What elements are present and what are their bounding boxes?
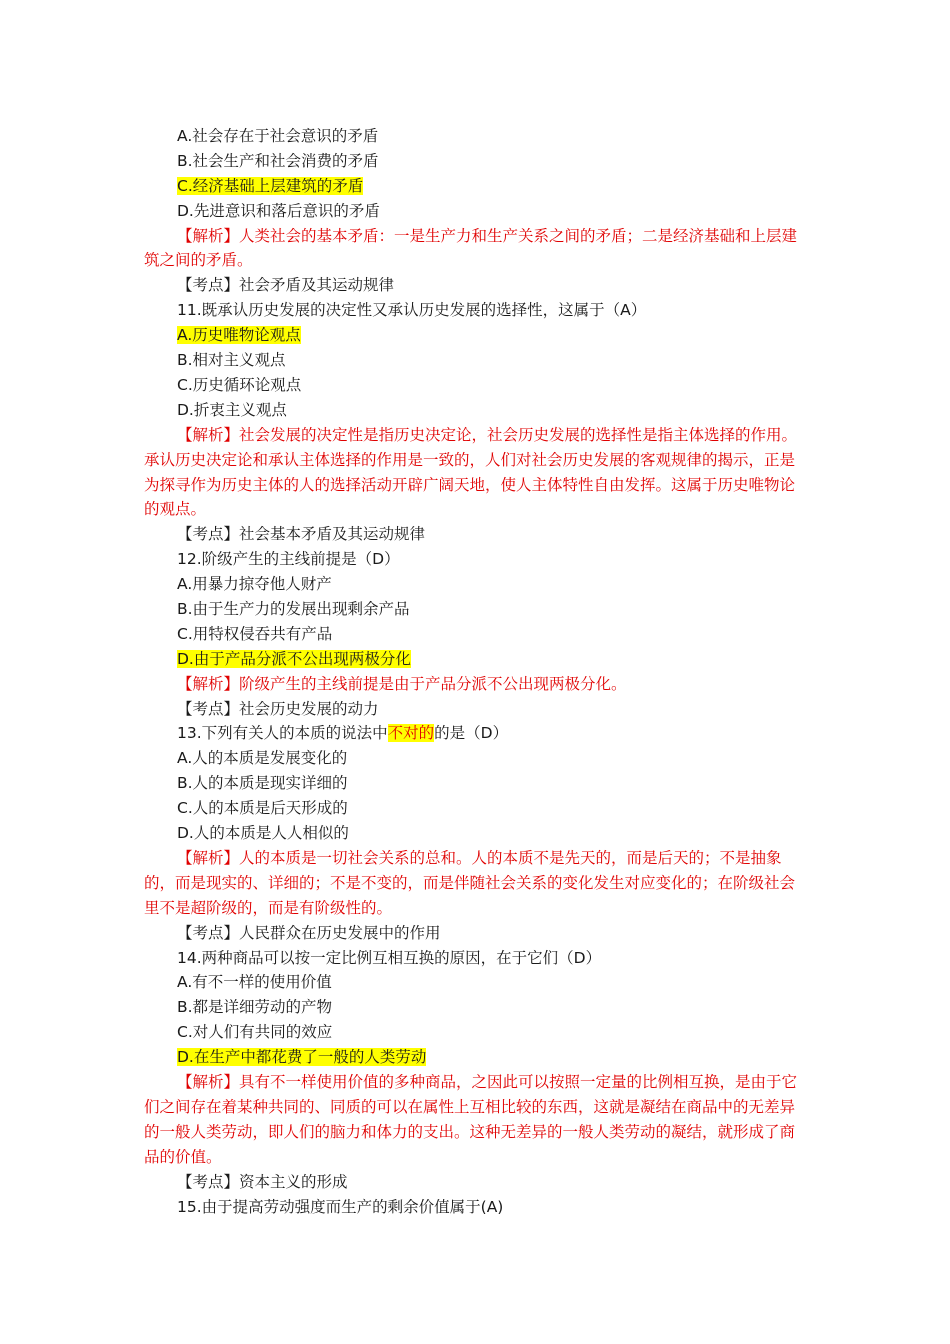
q14-explanation: 【解析】具有不一样使用价值的多种商品，之因此可以按照一定量的比例相互换，是由于它们之间存在着某种共同的、同质的可以在属性上互相比较的东西，这就是凝结在商品中的无差异的一般人类劳动，即人们的脑力和体力的支出。这种无差异的一般人类劳动的凝结，就形成了商品的价值。 xyxy=(144,1073,798,1166)
q12-question: 12.阶级产生的主线前提是（D） xyxy=(177,550,400,569)
q14-question: 14.两种商品可以按一定比例互相互换的原因，在于它们（D） xyxy=(177,948,602,967)
q14-answer-highlight: D.在生产中都花费了一般的人类劳动 xyxy=(177,1048,427,1067)
q13-option-b: B.人的本质是现实详细的 xyxy=(177,774,348,793)
q10-option-c xyxy=(0,174,950,199)
q10-answer-highlight: C.经济基础上层建筑的矛盾 xyxy=(177,176,364,195)
q13-explanation: 【解析】人的本质是一切社会关系的总和。人的本质不是先天的，而是后天的；不是抽象的，而是现实的、详细的；不是不变的，而是伴随社会关系的变化发生对应变化的；在阶级社会里不是超阶级的，而是有阶级性的。 xyxy=(144,848,796,917)
q10-explanation: 【解析】人类社会的基本矛盾：一是生产力和生产关系之间的矛盾；二是经济基础和上层建筑之间的矛盾。 xyxy=(144,226,798,270)
q12-point: 【考点】社会历史发展的动力 xyxy=(177,699,379,718)
q14-option-c: C.对人们有共同的效应 xyxy=(177,1023,333,1042)
q10-option-d: D.先进意识和落后意识的矛盾 xyxy=(177,201,380,220)
q12-explanation: 【解析】阶级产生的主线前提是由于产品分派不公出现两极分化。 xyxy=(177,674,627,693)
q14-option-d xyxy=(0,1045,950,1070)
q13-question-suffix: 的是（D） xyxy=(434,724,509,743)
q13-question-highlight: 不对的 xyxy=(387,724,435,743)
q10-option-b: B.社会生产和社会消费的矛盾 xyxy=(177,151,379,170)
q11-question: 11.既承认历史发展的决定性又承认历史发展的选择性，这属于（A） xyxy=(177,301,647,320)
q12-option-c: C.用特权侵吞共有产品 xyxy=(177,624,333,643)
q13-option-d: D.人的本质是人人相似的 xyxy=(177,824,349,843)
q14-option-b: B.都是详细劳动的产物 xyxy=(177,998,333,1017)
q13-question xyxy=(0,721,950,746)
q12-option-d xyxy=(0,647,950,672)
document-page xyxy=(0,124,950,1219)
q11-option-a xyxy=(0,323,950,348)
q11-option-c: C.历史循环论观点 xyxy=(177,375,302,394)
q13-option-c: C.人的本质是后天形成的 xyxy=(177,799,348,818)
q15-question: 15.由于提高劳动强度而生产的剩余价值属于(A) xyxy=(177,1197,504,1216)
q11-option-d: D.折衷主义观点 xyxy=(177,400,287,419)
q13-question-prefix: 13.下列有关人的本质的说法中 xyxy=(177,724,388,743)
q11-explanation: 【解析】社会发展的决定性是指历史决定论，社会历史发展的选择性是指主体选择的作用。承认历史决定论和承认主体选择的作用是一致的，人们对社会历史发展的客观规律的揭示，正是为探寻作为历史主体的人的选择活动开辟广阔天地，使人主体特性自由发挥。这属于历史唯物论的观点。 xyxy=(144,425,798,519)
q10-option-a: A.社会存在于社会意识的矛盾 xyxy=(177,127,379,145)
q11-point: 【考点】社会基本矛盾及其运动规律 xyxy=(177,525,426,544)
q14-point: 【考点】资本主义的形成 xyxy=(177,1172,348,1191)
q12-option-b: B.由于生产力的发展出现剩余产品 xyxy=(177,600,410,619)
q10-point: 【考点】社会矛盾及其运动规律 xyxy=(177,276,395,295)
q14-option-a: A.有不一样的使用价值 xyxy=(177,973,332,992)
q11-answer-highlight: A.历史唯物论观点 xyxy=(177,326,301,345)
q13-option-a: A.人的本质是发展变化的 xyxy=(177,749,348,768)
q11-option-b: B.相对主义观点 xyxy=(177,351,286,370)
q12-answer-highlight: D.由于产品分派不公出现两极分化 xyxy=(177,649,411,668)
q12-option-a: A.用暴力掠夺他人财产 xyxy=(177,575,332,594)
q13-point: 【考点】人民群众在历史发展中的作用 xyxy=(177,923,441,942)
